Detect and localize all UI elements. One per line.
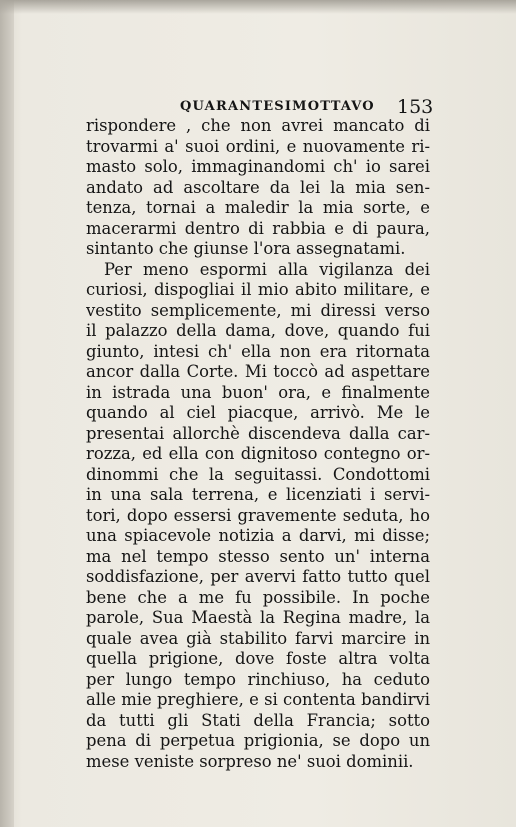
text-line: rozza, ed ella con dignitoso contegno or- [86,444,430,463]
text-line: pena di perpetua prigionia, se dopo un [86,731,430,750]
text-line: quale avea già stabilito farvi marcire in [86,628,430,648]
paragraph-start-line: Per meno espormi alla vigilanza dei [104,259,430,279]
text-line: ma nel tempo stesso sento un' interna [86,546,430,566]
text-line: masto solo, immaginandomi ch' io sarei [86,157,430,176]
text-line: per lungo tempo rinchiuso, ha ceduto [86,669,430,689]
text-line: macerarmi dentro di rabbia e di paura, [86,218,430,238]
text-line: trovarmi a' suoi ordini, e nuovamente ri- [86,136,430,156]
text-line: in istrada una buon' ora, e finalmente [86,382,430,402]
text-line: alle mie preghiere, e si contenta bandirvi [86,690,430,709]
text-line: quando al ciel piacque, arrivò. Me le [86,403,430,422]
text-line: quella prigione, dove foste altra volta [86,649,430,668]
text-line: tenza, tornai a maledir la mia sorte, e [86,198,430,217]
text-line: il palazzo della dama, dove, quando fui [86,321,430,340]
text-line: parole, Sua Maestà la Regina madre, la [86,608,430,627]
running-head: QUARANTESIMOTTAVO [180,99,375,114]
text-line: in una sala terrena, e licenziati i servi- [86,485,430,504]
text-line: curiosi, dispogliai il mio abito militare, e [86,280,430,299]
text-line: ancor dalla Corte. Mi toccò ad aspettare [86,362,430,381]
text-line: rispondere , che non avrei mancato di [86,116,430,135]
paragraph-end-line: sintanto che giunse l'ora assegnatami. [86,239,406,258]
page-gutter [0,0,14,827]
page-number: 153 [397,96,434,118]
text-line: una spiacevole notizia a darvi, mi disse; [86,526,430,545]
text-line: vestito semplicemente, mi diressi verso [86,300,430,320]
text-line: soddisfazione, per avervi fatto tutto quel [86,567,430,586]
text-line: bene che a me fu possibile. In poche [86,587,430,607]
text-line: dinommi che la seguitassi. Condottomi [86,464,430,484]
text-line: presentai allorchè discendeva dalla car- [86,423,430,443]
text-line: da tutti gli Stati della Francia; sotto [86,710,430,730]
page-edge-shadow [0,0,516,14]
text-line: mese veniste sorpreso ne' suoi dominii. [86,751,414,771]
body-text [86,116,430,771]
text-line: tori, dopo essersi gravemente seduta, ho [86,505,430,525]
text-line: giunto, intesi ch' ella non era ritornata [86,341,430,361]
text-line: andato ad ascoltare da lei la mia sen- [86,177,430,197]
